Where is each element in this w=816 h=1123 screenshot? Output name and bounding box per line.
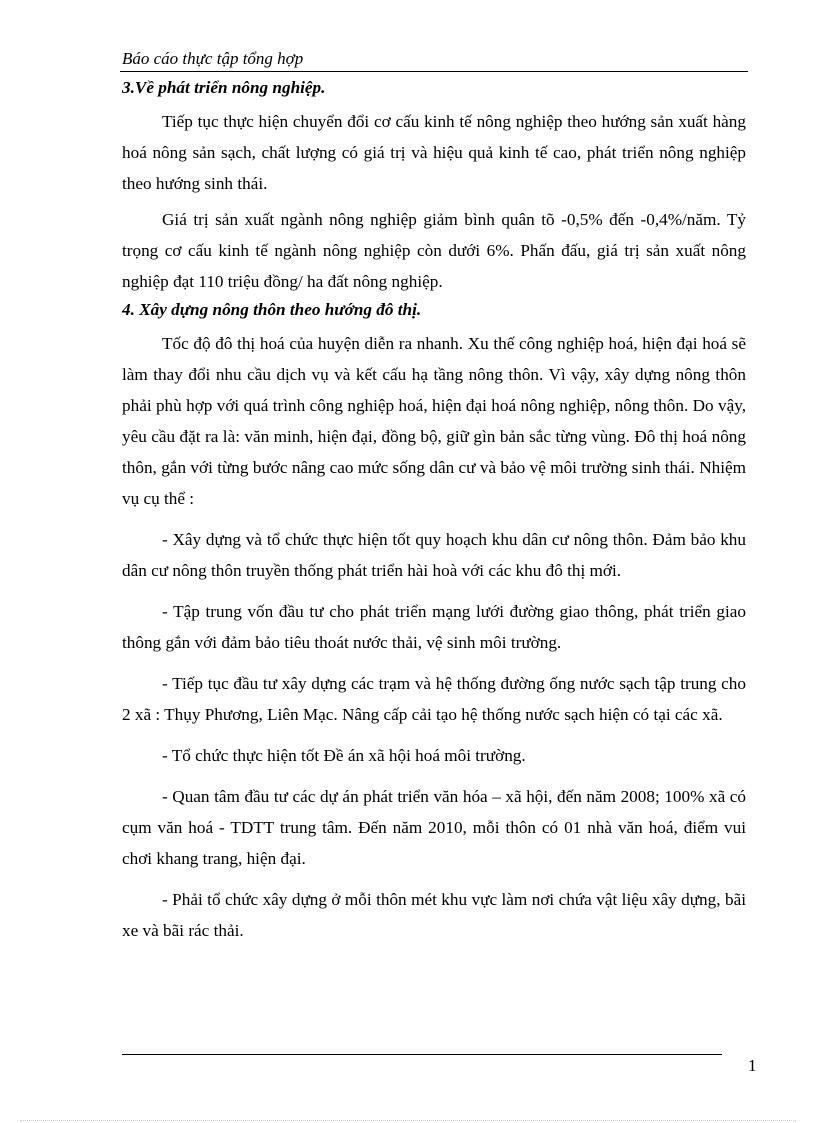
- list-item: - Xây dựng và tổ chức thực hiện tốt quy hoạch khu dân cư nông thôn. Đảm bảo khu dân cư nông thôn truyền thống phát triển hài hoà với các khu đô thị mới.: [122, 530, 746, 580]
- paragraph: Tốc độ đô thị hoá của huyện diễn ra nhanh. Xu thế công nghiệp hoá, hiện đại hoá sẽ làm thay đổi nhu cầu dịch vụ và kết cấu hạ tầng nông thôn. Vì vậy, xây dựng nông thôn phải phù hợp với quá trình công nghiệp hoá, hiện đại hoá nông nghiệp, nông thôn. Do vậy, yêu cầu đặt ra là: văn minh, hiện đại, đồng bộ, giữ gìn bản sắc từng vùng. Đô thị hoá nông thôn, gắn với từng bước nâng cao mức sống dân cư và bảo vệ môi trường sinh thái. Nhiệm vụ cụ thể :: [122, 334, 746, 508]
- section-heading-agriculture: 3.Về phát triển nông nghiệp.: [122, 78, 326, 97]
- page-number: 1: [748, 1056, 757, 1075]
- section-heading-rural-development: 4. Xây dựng nông thôn theo hướng đô thị.: [122, 300, 422, 319]
- footer-rule: [122, 1054, 722, 1055]
- list-item: - Quan tâm đầu tư các dự án phát triển văn hóa – xã hội, đến năm 2008; 100% xã có cụm văn hoá - TDTT trung tâm. Đến năm 2010, mỗi thôn có 01 nhà văn hoá, điểm vui chơi khang trang, hiện đại.: [122, 787, 746, 868]
- header-rule: [120, 71, 748, 72]
- paragraph: Giá trị sản xuất ngành nông nghiệp giảm bình quân tõ -0,5% đến -0,4%/năm. Tỷ trọng cơ cấu kinh tế ngành nông nghiệp còn dưới 6%. Phấn đấu, giá trị sản xuất nông nghiệp đạt 110 triệu đồng/ ha đất nông nghiệp.: [122, 210, 746, 291]
- page-content: [122, 75, 746, 946]
- paragraph: Tiếp tục thực hiện chuyển đổi cơ cấu kinh tế nông nghiệp theo hướng sản xuất hàng hoá nông sản sạch, chất lượng có giá trị và hiệu quả kinh tế cao, phát triển nông nghiệp theo hướng sinh thái.: [122, 112, 746, 193]
- list-item: - Tập trung vốn đầu tư cho phát triển mạng lưới đường giao thông, phát triển giao thông gắn với đảm bảo tiêu thoát nước thải, vệ sinh môi trường.: [122, 602, 746, 652]
- page-edge-divider: [20, 1120, 796, 1121]
- running-header: Báo cáo thực tập tổng hợp: [122, 49, 304, 68]
- list-item: - Tiếp tục đầu tư xây dựng các trạm và hệ thống đường ống nước sạch tập trung cho 2 xã : Thụy Phương, Liên Mạc. Nâng cấp cải tạo hệ thống nước sạch hiện có tại các xã.: [122, 674, 746, 724]
- list-item: - Tổ chức thực hiện tốt Đề án xã hội hoá môi trường.: [162, 746, 526, 765]
- list-item: - Phải tổ chức xây dựng ở mỗi thôn mét khu vực làm nơi chứa vật liệu xây dựng, bãi xe và bãi rác thải.: [122, 890, 746, 940]
